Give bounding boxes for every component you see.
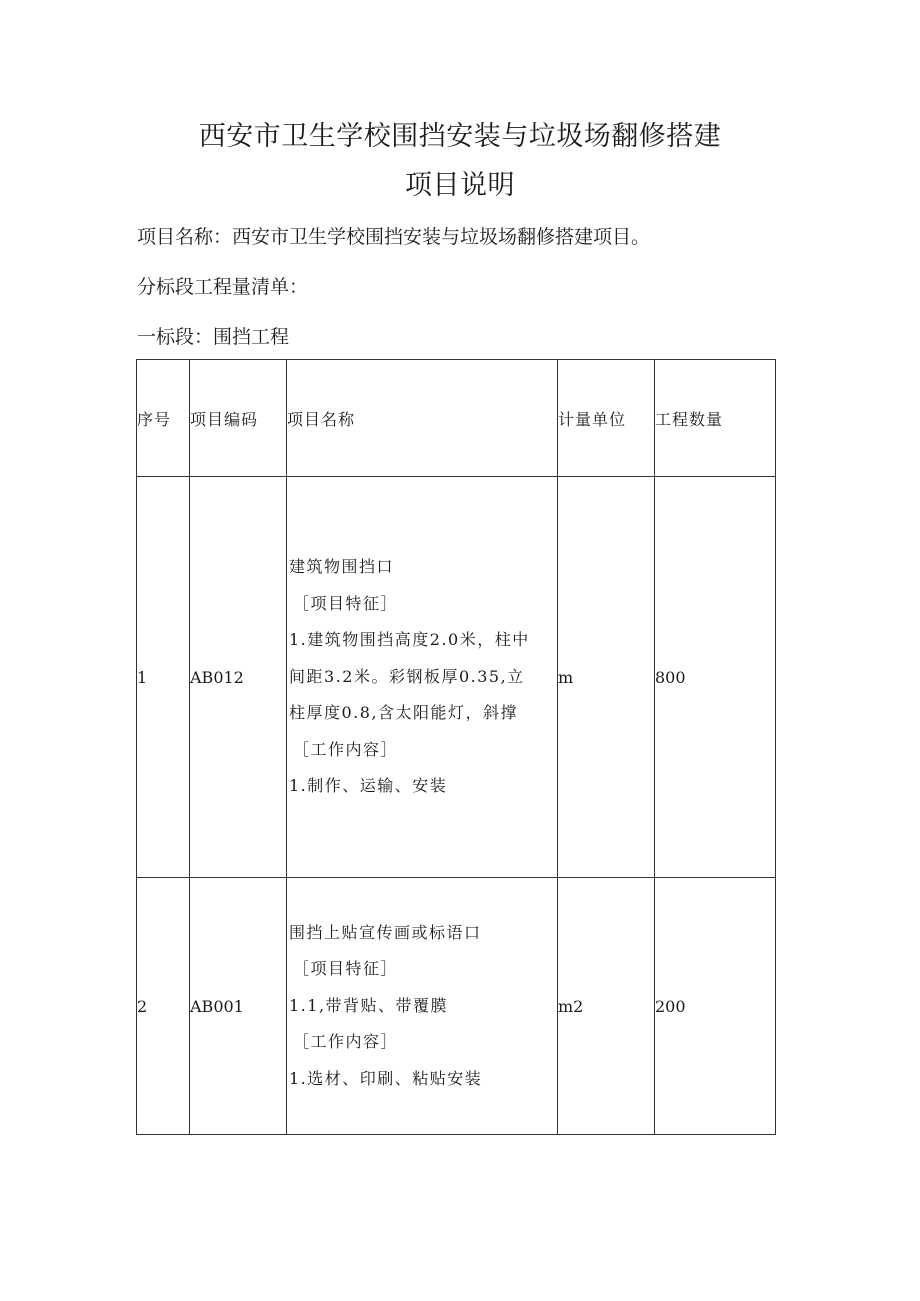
document-title: 西安市卫生学校围挡安装与垃圾场翻修搭建 [198, 121, 722, 152]
cell-name [287, 878, 558, 1135]
header-unit: 计量单位 [558, 360, 655, 477]
table-header-row [137, 360, 776, 477]
header-code: 项目编码 [190, 360, 287, 477]
cell-seq: 2 [137, 878, 190, 1135]
bill-of-quantities-table [136, 359, 776, 1135]
cell-name [287, 477, 558, 878]
header-name: 项目名称 [287, 360, 558, 477]
document-subtitle: 项目说明 [405, 170, 515, 201]
work-label: ［工作内容］ [293, 739, 399, 759]
cell-code: AB001 [190, 878, 287, 1135]
cell-qty: 200 [655, 878, 776, 1135]
work-line: 1.制作、运输、安装 [289, 776, 448, 796]
feature-line: 柱厚度0.8,含太阳能灯，斜撑 [289, 703, 519, 723]
cell-seq: 1 [137, 477, 190, 878]
item-title: 围挡上贴宣传画或标语口 [289, 922, 482, 942]
feature-line: 间距3.2米。彩钢板厚0.35,立 [289, 666, 525, 686]
bill-intro: 分标段工程量清单： [137, 276, 309, 298]
table-row [137, 878, 776, 1135]
header-seq: 序号 [137, 360, 190, 477]
section-title: 一标段：围挡工程 [137, 326, 290, 348]
feature-line: 1.1,带背贴、带覆膜 [289, 995, 449, 1015]
item-title: 建筑物围挡口 [289, 557, 395, 577]
cell-code: AB012 [190, 477, 287, 878]
cell-unit: m [558, 477, 655, 878]
header-qty: 工程数量 [655, 360, 776, 477]
feature-label: ［项目特征］ [293, 959, 399, 979]
table-row [137, 477, 776, 878]
work-line: 1.选材、印刷、粘贴安装 [289, 1068, 483, 1088]
project-name-line: 项目名称：西安市卫生学校围挡安装与垃圾场翻修搭建项目。 [137, 226, 651, 248]
cell-unit: m2 [558, 878, 655, 1135]
cell-qty: 800 [655, 477, 776, 878]
feature-label: ［项目特征］ [293, 593, 399, 613]
feature-line: 1.建筑物围挡高度2.0米，柱中 [289, 630, 530, 650]
work-label: ［工作内容］ [293, 1032, 399, 1052]
